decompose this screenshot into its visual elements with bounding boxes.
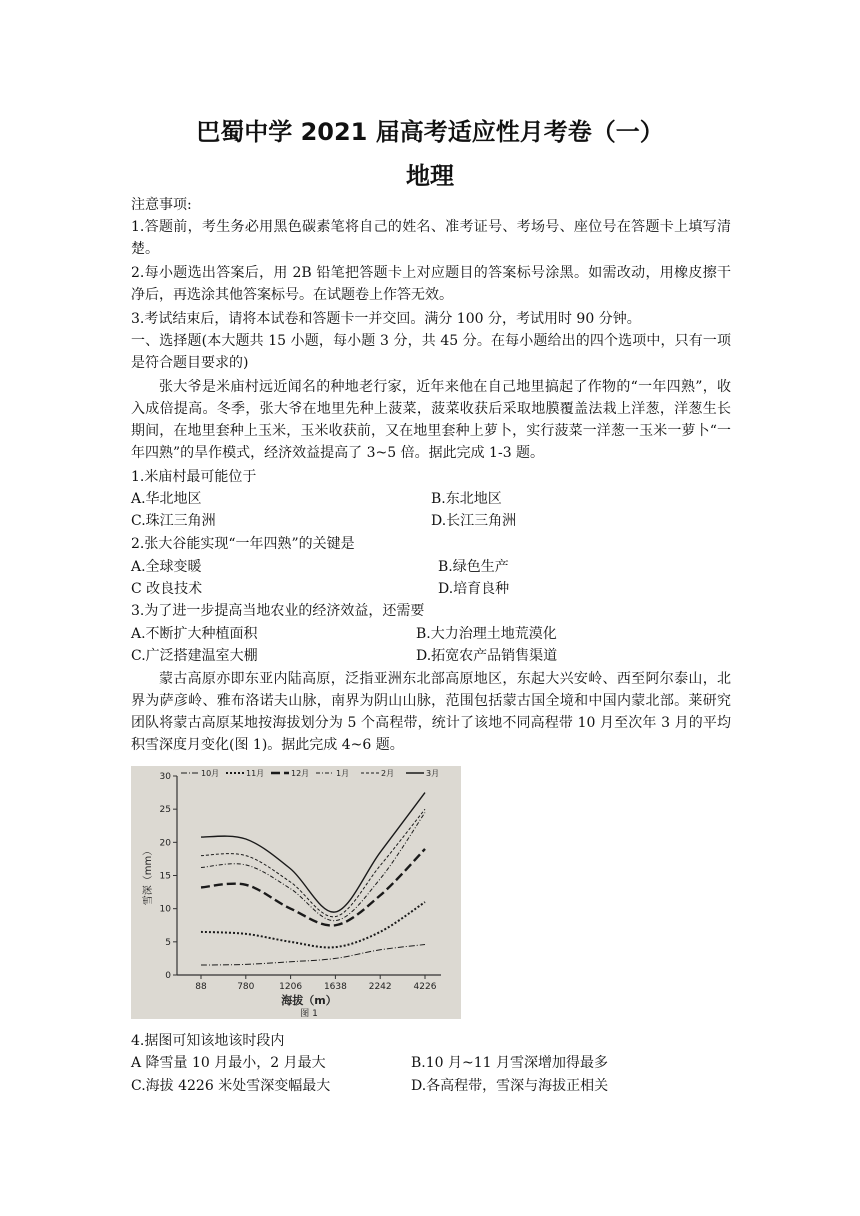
- y-tick-label: 5: [165, 937, 171, 948]
- question-2-option-d[interactable]: D.培育良种: [438, 581, 510, 597]
- legend-label-2: 11月: [246, 769, 265, 778]
- question-4-option-c[interactable]: C.海拔 4226 米处雪深变幅最大: [131, 1078, 331, 1094]
- y-tick-label: 10: [159, 904, 171, 915]
- series-line-1: [201, 944, 425, 965]
- x-tick-label: 780: [237, 982, 255, 992]
- question-1-option-c[interactable]: C.珠江三角洲: [131, 513, 216, 529]
- x-axis-label: 海拔（m）: [281, 994, 337, 1007]
- question-3-stem: 3.为了进一步提高当地农业的经济效益，还需要: [131, 603, 425, 619]
- notice-heading: 注意事项:: [131, 197, 192, 213]
- question-2-option-a[interactable]: A.全球变暖: [131, 559, 202, 575]
- x-tick-label: 4226: [413, 982, 437, 992]
- notice-item-1: 1.答题前，考生务必用黑色碳素笔将自己的姓名、准考证号、考场号、座位号在答题卡上填写清楚。: [131, 219, 731, 257]
- question-3-option-b[interactable]: B.大力治理土地荒漠化: [416, 626, 557, 642]
- question-1-option-b[interactable]: B.东北地区: [431, 491, 502, 507]
- section-heading: 一、选择题(本大题共 15 小题，每小题 3 分，共 45 分。在每小题给出的四个选项中，只有一项是符合题目要求的): [131, 333, 731, 371]
- question-2-stem: 2.张大谷能实现“一年四熟”的关键是: [131, 536, 355, 552]
- passage-2: 蒙古高原亦即东亚内陆高原，泛指亚洲东北部高原地区，东起大兴安岭、西至阿尔泰山，北界为萨彦岭、雅布洛诺夫山脉，南界为阴山山脉，范围包括蒙古国全境和中国内蒙北部。莱研究团队将蒙古高原某地按海拔划分为 5 个高程带，统计了该地不同高程带 10 月至次年 3 月的平均积雪深度月变化(图 1)。据此完成 4~6 题。: [131, 671, 731, 753]
- legend-label-6: 3月: [426, 769, 440, 778]
- question-4-stem: 4.据图可知该地该时段内: [131, 1033, 285, 1049]
- y-tick-label: 0: [165, 971, 171, 981]
- legend-label-1: 10月: [201, 769, 220, 778]
- question-4-option-b[interactable]: B.10 月~11 月雪深增加得最多: [411, 1055, 608, 1071]
- x-tick-label: 1638: [323, 982, 347, 992]
- question-3-option-a[interactable]: A.不断扩大种植面积: [131, 626, 258, 642]
- passage-1: 张大爷是米庙村远近闻名的种地老行家，近年来他在自己地里搞起了作物的“一年四熟”，收入成倍提高。冬季，张大爷在地里先种上菠菜，菠菜收获后采取地膜覆盖法栽上洋葱，洋葱生长期间，在地里套种上玉米，玉米收获前，又在地里套种上萝卜，实行菠菜一洋葱一玉米一萝卜“一年四熟”的旱作模式，经济效益提高了 3~5 倍。据此完成 1-3 题。: [131, 379, 731, 461]
- y-tick-label: 30: [159, 772, 171, 782]
- figure-label: 图 1: [300, 1009, 318, 1019]
- question-3-option-d[interactable]: D.拓宽农产品销售渠道: [416, 648, 558, 664]
- notice-item-3: 3.考试结束后，请将本试卷和答题卡一并交回。满分 100 分，考试用时 90 分钟。: [131, 311, 641, 327]
- question-4-option-a[interactable]: A 降雪量 10 月最小，2 月最大: [131, 1055, 326, 1071]
- subject-title: 地理: [406, 162, 454, 190]
- legend-label-5: 2月: [381, 769, 395, 778]
- x-tick-label: 2242: [368, 982, 392, 992]
- question-2-option-c[interactable]: C 改良技术: [131, 581, 203, 597]
- notice-item-2: 2.每小题选出答案后，用 2B 铅笔把答题卡上对应题目的答案标号涂黑。如需改动，用橡皮擦干净后，再选涂其他答案标号。在试题卷上作答无效。: [131, 265, 731, 303]
- y-axis-label: 雪深（mm）: [143, 845, 154, 906]
- x-tick-label: 88: [195, 982, 207, 992]
- y-tick-label: 20: [159, 838, 171, 849]
- exam-title: 巴蜀中学 2021 届高考适应性月考卷（一）: [196, 118, 664, 146]
- question-1-option-d[interactable]: D.长江三角洲: [431, 513, 517, 529]
- question-4-option-d[interactable]: D.各高程带，雪深与海拔正相关: [411, 1078, 609, 1094]
- question-3-option-c[interactable]: C.广泛搭建温室大棚: [131, 648, 258, 664]
- legend-label-4: 1月: [336, 769, 350, 778]
- series-line-4: [201, 812, 425, 920]
- x-tick-label: 1206: [279, 982, 303, 992]
- series-line-5: [201, 809, 425, 917]
- snow-depth-chart: [131, 766, 461, 1019]
- snow-depth-chart-svg: [131, 766, 461, 1019]
- question-2-option-b[interactable]: B.绿色生产: [438, 559, 509, 575]
- question-1-option-a[interactable]: A.华北地区: [131, 491, 202, 507]
- series-line-3: [201, 849, 425, 926]
- question-1-stem: 1.米庙村最可能位于: [131, 469, 257, 485]
- legend-label-3: 12月: [291, 769, 310, 778]
- y-tick-label: 15: [159, 871, 171, 882]
- y-tick-label: 25: [159, 805, 171, 816]
